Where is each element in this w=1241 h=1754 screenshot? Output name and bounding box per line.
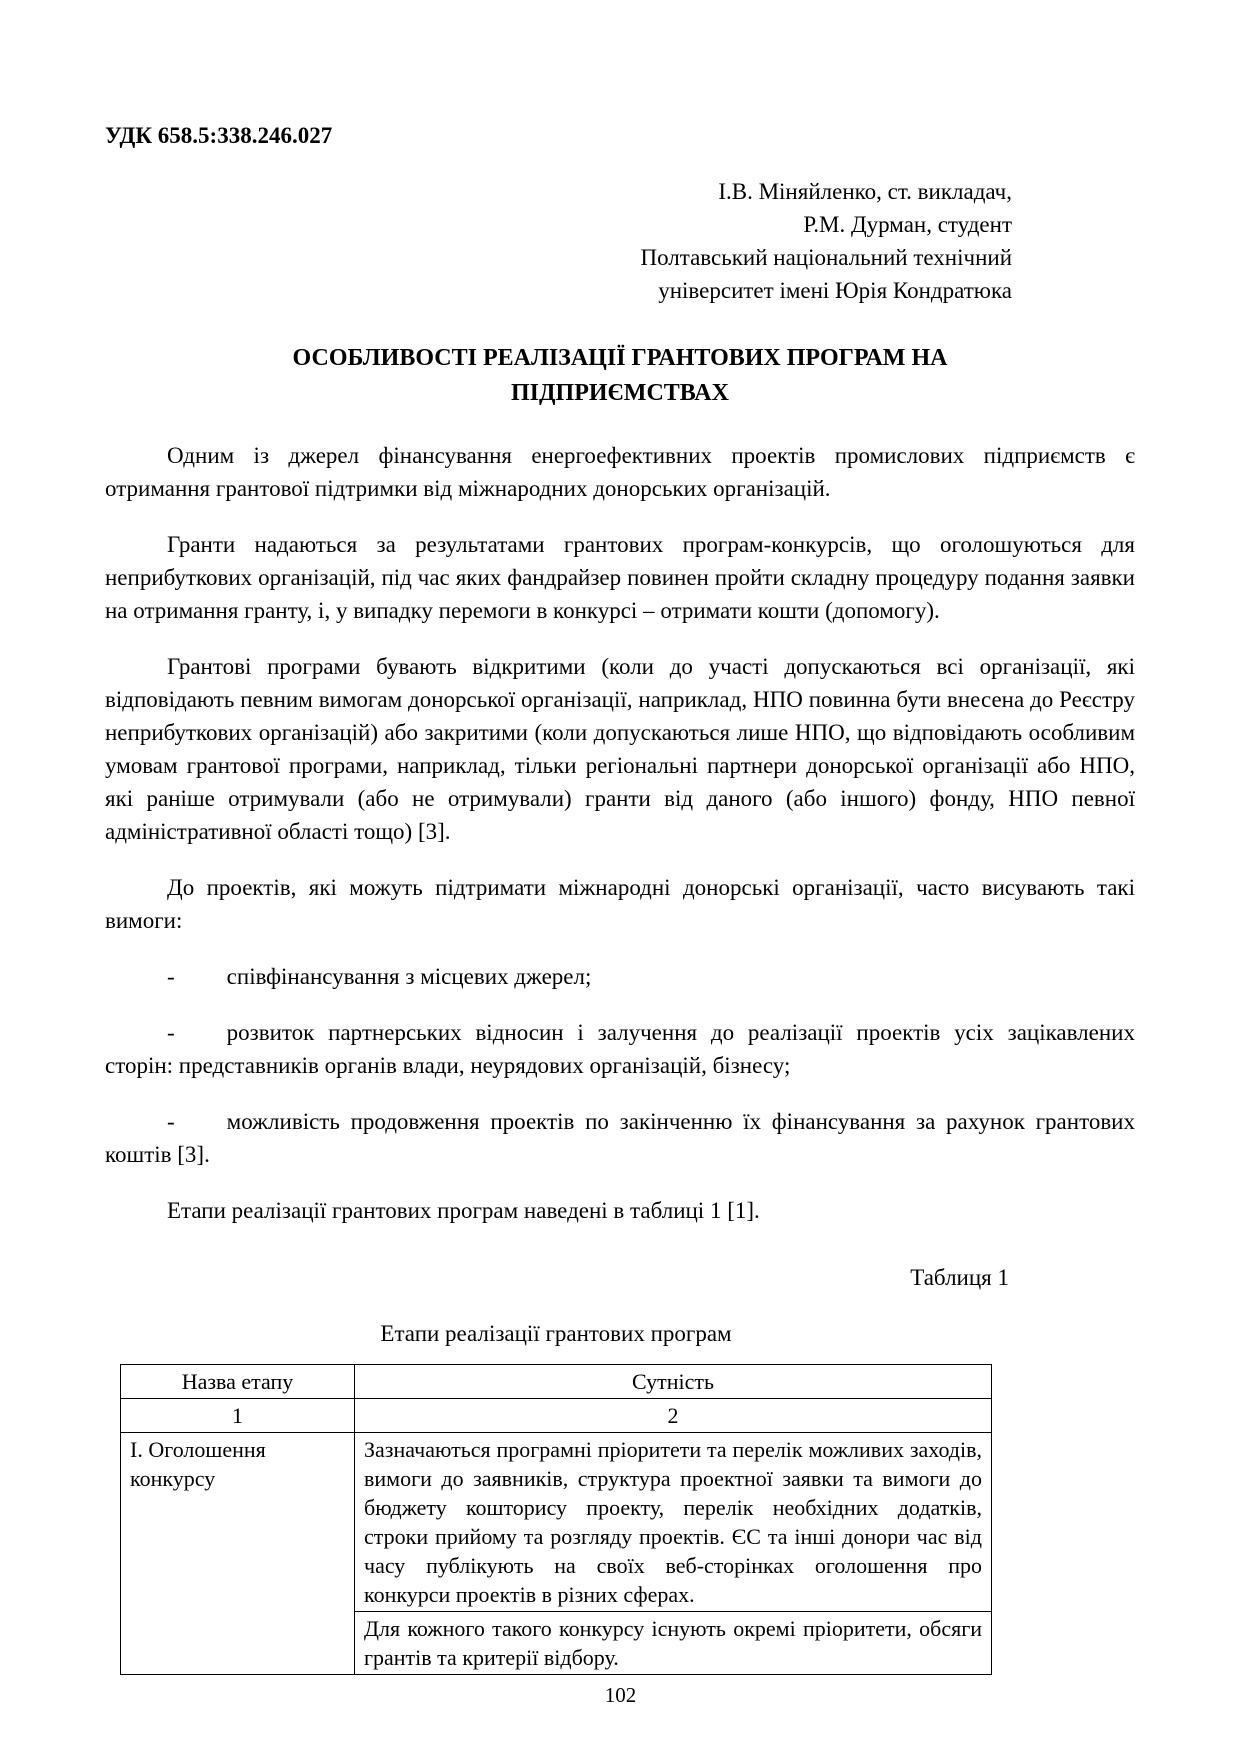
table-header-row <box>121 1365 992 1399</box>
table-caption-label: Таблиця 1 <box>910 1265 1009 1290</box>
dash-bullet: - <box>167 964 175 989</box>
author-line: Р.М. Дурман, студент <box>803 212 1012 237</box>
udc-code: УДК 658.5:338.246.027 <box>105 123 333 148</box>
dash-bullet: - <box>167 1109 175 1134</box>
column-number: 2 <box>355 1399 992 1433</box>
table-block <box>120 1317 992 1675</box>
affiliation-line: Полтавський національний технічний <box>640 245 1012 270</box>
list-item <box>105 1016 1135 1082</box>
paragraph: Гранти надаються за результатами грантових програм-конкурсів, що оголошуються для неприбуткових організацій, під час яких фандрайзер повинен пройти складну процедуру подання заявки на отримання гранту, і, у випадку перемоги в конкурсі – отримати кошти (допомогу). <box>105 532 1135 623</box>
paragraph: Етапи реалізації грантових програм наведені в таблиці 1 [1]. <box>167 1198 760 1223</box>
author-block <box>105 175 1135 307</box>
author-line: І.В. Міняйленко, ст. викладач, <box>718 179 1012 204</box>
article-body <box>105 439 1135 1227</box>
page-number: 102 <box>604 1683 637 1707</box>
paragraph: Одним із джерел фінансування енергоефективних проектів промислових підприємств є отримання грантової підтримки від міжнародних донорських організацій. <box>105 443 1135 501</box>
list-item <box>105 1105 1135 1171</box>
table-header-stage-name: Назва етапу <box>121 1365 355 1399</box>
table-header-essence: Сутність <box>355 1365 992 1399</box>
stage-cell: І. Оголошення конкурсу <box>121 1433 355 1675</box>
table-row <box>121 1433 992 1612</box>
page-content <box>105 96 1135 1675</box>
paragraph: До проектів, які можуть підтримати міжнародні донорські організації, часто висувають такі вимоги: <box>105 875 1135 933</box>
list-item-text: можливість продовження проектів по закінченню їх фінансування за рахунок грантових коштів [3]. <box>105 1109 1135 1167</box>
article-title-line: ПІДПРИЄМСТВАХ <box>511 380 729 406</box>
paragraph: Грантові програми бувають відкритими (коли до участі допускаються всі організації, які відповідають певним вимогам донорської організації, наприклад, НПО повинна бути внесена до Реєстру неприбуткових організацій) або закритими (коли допускаються лише НПО, що відповідають особливим умовам грантової програми, наприклад, тільки регіональні партнери донорської організації або НПО, які раніше отримували (або не отримували) гранти від даного (або іншого) фонду, НПО певної адміністративної області тощо) [3]. <box>105 654 1135 844</box>
list-item-text: співфінансування з місцевих джерел; <box>226 964 592 989</box>
essence-paragraph: Зазначаються програмні пріоритети та перелік можливих заходів, вимоги до заявників, структура проектної заявки та вимоги до бюджету кошторису проекту, перелік необхідних додатків, строки прийому та розгляду проектів. ЄС та інші донори час від часу публікують на своїх веб-сторінках оголошення про конкурси проектів в різних сферах. <box>355 1433 992 1612</box>
column-number: 1 <box>121 1399 355 1433</box>
list-item-text: розвиток партнерських відносин і залучення до реалізації проектів усіх зацікавлених сторін: представників органів влади, неурядових організацій, бізнесу; <box>105 1020 1135 1078</box>
article-title-line: ОСОБЛИВОСТІ РЕАЛІЗАЦІЇ ГРАНТОВИХ ПРОГРАМ НА <box>292 345 948 371</box>
dash-bullet: - <box>167 1020 175 1045</box>
stages-table <box>120 1364 992 1675</box>
table-title: Етапи реалізації грантових програм <box>380 1321 732 1346</box>
article-title <box>105 341 1135 411</box>
essence-paragraph: Для кожного такого конкурсу існують окремі пріоритети, обсяги грантів та критерії відбору. <box>355 1612 992 1675</box>
table-number-row <box>121 1399 992 1433</box>
affiliation-line: університет імені Юрія Кондратюка <box>658 278 1012 303</box>
list-item <box>105 960 1135 993</box>
